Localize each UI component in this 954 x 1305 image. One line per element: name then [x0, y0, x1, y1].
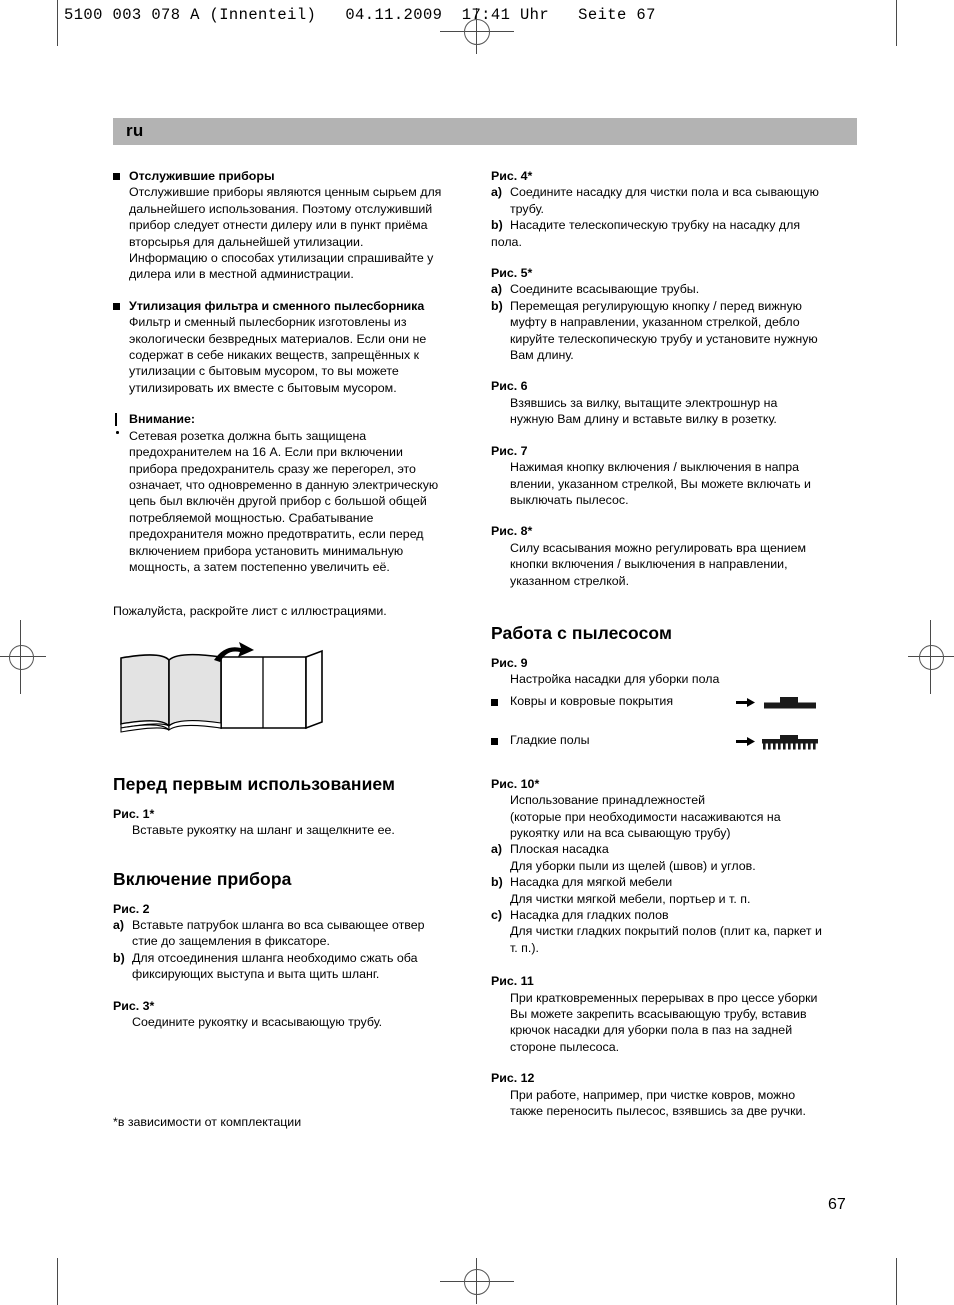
step-label: a)	[491, 185, 503, 200]
figure-4-step-a	[491, 184, 823, 217]
floor-setting-label: Гладкие полы	[510, 732, 590, 747]
step-text: Перемещая регулирующую кнопку / перед вижную муфту в направлении, указанном стрелкой, дебло кируйте телескопическую трубу и установите нужную Вам длину.	[510, 298, 818, 363]
figure-4-trailing-line: пола.	[491, 234, 522, 249]
exclamation-bar-icon	[115, 413, 117, 426]
right-arrow-icon	[736, 737, 755, 746]
figure-9-body: Настройка насадки для уборки пола	[510, 672, 720, 687]
crop-line-left-top	[57, 0, 58, 46]
bullet-title: Отслужившие приборы	[129, 169, 275, 183]
figure-5-block	[491, 265, 823, 363]
page-number: 67	[828, 1196, 846, 1213]
step-subtext: Для чистки гладких покрытий полов (плит ка, паркет и т. п.).	[510, 924, 822, 955]
figure-2-block	[113, 901, 445, 983]
footnote-equipment-dependent: *в зависимости от комплектации	[113, 1115, 302, 1130]
step-subtext: Для уборки пыли из щелей (швов) и углов.	[510, 858, 756, 873]
figure-5-step-a	[491, 281, 823, 297]
figure-10-intro-line-3: рукоятку или на вса сывающую трубу)	[510, 825, 731, 840]
figure-5-step-b	[491, 298, 823, 364]
step-text: Плоская насадка	[510, 842, 609, 857]
unfold-illustration-note: Пожалуйста, раскройте лист с иллюстрациями.	[113, 604, 387, 619]
figure-10-title: Рис. 10*	[491, 776, 540, 791]
bullet-old-appliances	[113, 168, 445, 283]
figure-5-title: Рис. 5*	[491, 266, 533, 281]
bullet-text: Фильтр и сменный пылесборник изготовлены из экологически безвредных материалов. Если они не содержат в себе никаких веществ, запрещённых к утилизации с бытовым мусором, то вы можете утилизировать их вместе с бытовым мусором.	[129, 315, 427, 395]
attention-block	[113, 411, 445, 575]
figure-3-title: Рис. 3*	[113, 998, 155, 1013]
figure-10-intro-line-1: Использование принадлежностей	[510, 793, 706, 808]
figure-10-block	[491, 776, 823, 956]
step-label: b)	[491, 218, 503, 233]
figure-9-block	[491, 655, 823, 754]
heading-vacuuming: Работа с пылесосом	[491, 622, 673, 643]
step-label: c)	[491, 908, 503, 922]
figure-4-block	[491, 168, 823, 250]
crop-line-left-bottom	[57, 1258, 58, 1305]
film-header-text: 5100 003 078 A (Innenteil) 04.11.2009 17:41 Uhr Seite 67	[64, 6, 656, 24]
figure-2-step-b	[113, 950, 445, 983]
figure-1-title: Рис. 1*	[113, 806, 155, 821]
figure-1-body: Вставьте рукоятку на шланг и защелкните ее.	[132, 823, 395, 838]
figure-10-step-b	[491, 874, 823, 907]
open-booklet-illustration	[113, 638, 445, 748]
step-label: a)	[491, 842, 503, 857]
figure-10-step-c	[491, 907, 823, 956]
language-bar	[113, 118, 857, 145]
step-label: b)	[113, 950, 125, 965]
step-text: Насадка для гладких полов	[510, 908, 669, 922]
floor-setting-row-carpet	[491, 693, 823, 715]
nozzle-brush-retracted-icon	[764, 697, 816, 709]
figure-9-title: Рис. 9	[491, 655, 528, 670]
left-column	[113, 168, 445, 1131]
figure-10-intro-line-2: (которые при необходимости насаживаются на	[510, 809, 781, 824]
language-label: ru	[126, 121, 144, 140]
step-label: b)	[491, 875, 503, 890]
floor-setting-label: Ковры и ковровые покрытия	[510, 693, 674, 708]
figure-3-body: Соедините рукоятку и всасывающую трубу.	[132, 1015, 383, 1029]
step-subtext: Для чистки мягкой мебели, портьер и т. п.	[510, 891, 751, 906]
figure-7-body: Нажимая кнопку включения / выключения в напра влении, указанном стрелкой, Вы можете включать и выключать пылесос.	[510, 460, 811, 507]
step-text: Насадка для мягкой мебели	[510, 875, 673, 890]
attention-text: Сетевая розетка должна быть защищена предохранителем на 16 А. Если при включении прибора предохранитель сразу же перегорел, это означает, что одновременно в данную электрическую цепь был включён другой прибор с большой общей потребляемой мощностью. Срабатывание предохранителя можно предотвратить, если перед включением прибора установить минимальную мощность, а затем постепенно увеличить её.	[129, 428, 439, 574]
figure-11-block	[491, 973, 823, 1055]
step-text: Насадите телескопическую трубку на насадку для	[510, 218, 801, 233]
figure-12-title: Рис. 12	[491, 1071, 535, 1086]
figure-2-step-a	[113, 917, 445, 950]
bullet-title: Утилизация фильтра и сменного пылесборника	[129, 298, 425, 313]
crop-line-right-bottom	[896, 1258, 897, 1305]
square-bullet-icon	[113, 173, 120, 180]
figure-3-block	[113, 998, 445, 1031]
exclamation-dot-icon	[116, 431, 119, 434]
heading-switch-on: Включение прибора	[113, 868, 292, 889]
figure-7-block	[491, 443, 823, 509]
step-label: b)	[491, 298, 503, 313]
square-bullet-icon	[491, 699, 498, 706]
step-label: a)	[491, 282, 503, 297]
figure-7-title: Рис. 7	[491, 443, 528, 458]
floor-setting-row-hard-floor	[491, 732, 823, 754]
nozzle-setting-hard-floor	[736, 732, 832, 752]
right-column	[491, 168, 823, 1134]
figure-1-block	[113, 806, 445, 839]
square-bullet-icon	[113, 303, 120, 310]
nozzle-brush-extended-icon	[762, 735, 818, 750]
figure-8-title: Рис. 8*	[491, 524, 533, 539]
step-text: Соедините всасывающие трубы.	[510, 282, 700, 297]
figure-12-body: При работе, например, при чистке ковров, можно также переносить пылесос, взявшись за две ручки.	[510, 1087, 806, 1119]
figure-6-block	[491, 378, 823, 427]
figure-11-title: Рис. 11	[491, 974, 534, 989]
right-arrow-icon	[736, 698, 755, 707]
figure-11-body: При кратковременных перерывах в про цессе уборки Вы можете закрепить всасывающую трубу, вставив крючок насадки для уборки пола в паз на задней стороне пылесоса.	[510, 990, 818, 1054]
figure-6-title: Рис. 6	[491, 379, 528, 394]
square-bullet-icon	[491, 738, 498, 745]
figure-12-block	[491, 1070, 823, 1119]
figure-4-step-b	[491, 217, 823, 233]
step-text: Вставьте патрубок шланга во вса сывающее отвер стие до защемления в фиксаторе.	[132, 917, 425, 949]
heading-before-first-use: Перед первым использованием	[113, 773, 396, 794]
step-label: a)	[113, 917, 125, 932]
figure-2-title: Рис. 2	[113, 901, 150, 916]
crop-line-right-top	[896, 0, 897, 46]
attention-title: Внимание:	[129, 412, 196, 427]
page-content	[113, 118, 857, 1130]
figure-10-step-a	[491, 841, 823, 874]
figure-6-body: Взявшись за вилку, вытащите электрошнур на нужную Вам длину и вставьте вилку в розетку.	[510, 395, 778, 427]
figure-4-title: Рис. 4*	[491, 169, 533, 183]
step-text: Соедините насадку для чистки пола и вса сывающую трубу.	[510, 185, 819, 216]
figure-8-body: Силу всасывания можно регулировать вра щением кнопки включения / выключения в направлении, указанном стрелкой.	[510, 540, 807, 588]
bullet-text: Отслужившие приборы являются ценным сырьем для дальнейшего использования. Поэтому отслуживший прибор следует отнести дилеру или в пункт приёма вторсырья для дальнейшей утилизации. Информацию о способах утилизации спрашивайте у дилера или в местной администрации.	[129, 185, 442, 282]
bullet-filter-disposal	[113, 298, 445, 396]
figure-8-block	[491, 523, 823, 589]
step-text: Для отсоединения шланга необходимо сжать оба фиксирующих выступа и выта щить шланг.	[132, 950, 418, 982]
nozzle-setting-carpet	[736, 693, 832, 713]
